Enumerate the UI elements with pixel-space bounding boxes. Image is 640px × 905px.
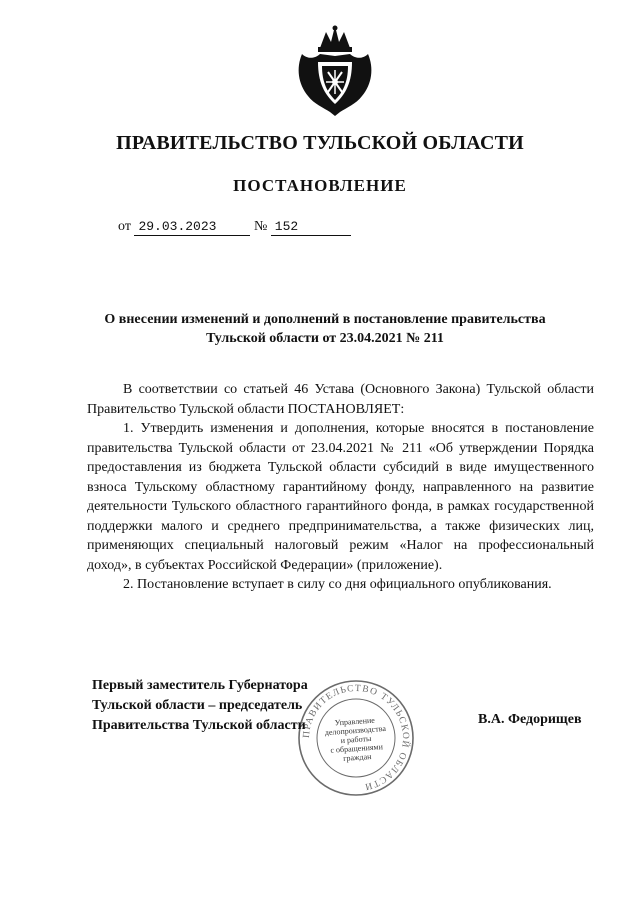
signer-position-line-2: Тульской области – председатель — [92, 698, 303, 713]
document-body — [87, 380, 594, 595]
stamp-line-4: с обращениями — [330, 742, 384, 755]
subject-line-2: Тульской области от 23.04.2021 № 211 — [206, 331, 444, 346]
number-prefix: № — [253, 219, 268, 234]
government-title: ПРАВИТЕЛЬСТВО ТУЛЬСКОЙ ОБЛАСТИ — [116, 132, 524, 154]
document-subject — [90, 310, 560, 348]
coat-of-arms-icon — [292, 22, 378, 120]
document-date: 29.03.2023 — [134, 219, 250, 236]
stamp-inner-text — [317, 714, 396, 764]
signer-position — [92, 676, 308, 736]
subject-line-1: О внесении изменений и дополнений в постановление правительства — [104, 312, 546, 327]
body-paragraph-1: В соответствии со статьей 46 Устава (Основного Закона) Тульской области Правительство Тульской области ПОСТАНОВЛЯЕТ: — [87, 382, 594, 417]
stamp-line-2: делопроизводства — [324, 723, 387, 738]
stamp-line-5: граждан — [342, 751, 372, 763]
date-prefix: от — [118, 219, 131, 234]
body-paragraph-2: 1. Утвердить изменения и дополнения, которые вносятся в постановление правительства Тульской области от 23.04.2021 № 211 «Об утверждении Порядка предоставления из бюджета Тульской области субсидий в виде имущественного взноса Тульскому областному гарантийному фонду, направленного на развитие деятельности Тульского областного гарантийного фонда, в рамках государственной поддержки малого и среднего предпринимательства, а также физических лиц, применяющих специальный налоговый режим «Налог на профессиональный доход», в субъектах Российской Федерации» (приложение). — [87, 421, 594, 573]
date-number-line — [118, 219, 351, 236]
stamp-line-1: Управление — [334, 715, 376, 728]
document-type: ПОСТАНОВЛЕНИЕ — [233, 176, 407, 195]
signer-position-line-1: Первый заместитель Губернатора — [92, 678, 308, 693]
body-paragraph-3: 2. Постановление вступает в силу со дня официального опубликования. — [123, 577, 552, 592]
document-number: 152 — [271, 219, 351, 236]
stamp-line-3: и работы — [340, 733, 372, 746]
signer-position-line-3: Правительства Тульской области — [92, 718, 306, 733]
signer-name: В.А. Федорищев — [478, 712, 582, 727]
stamp-ring-text: ПРАВИТЕЛЬСТВО ТУЛЬСКОЙ ОБЛАСТИ — [301, 683, 411, 792]
